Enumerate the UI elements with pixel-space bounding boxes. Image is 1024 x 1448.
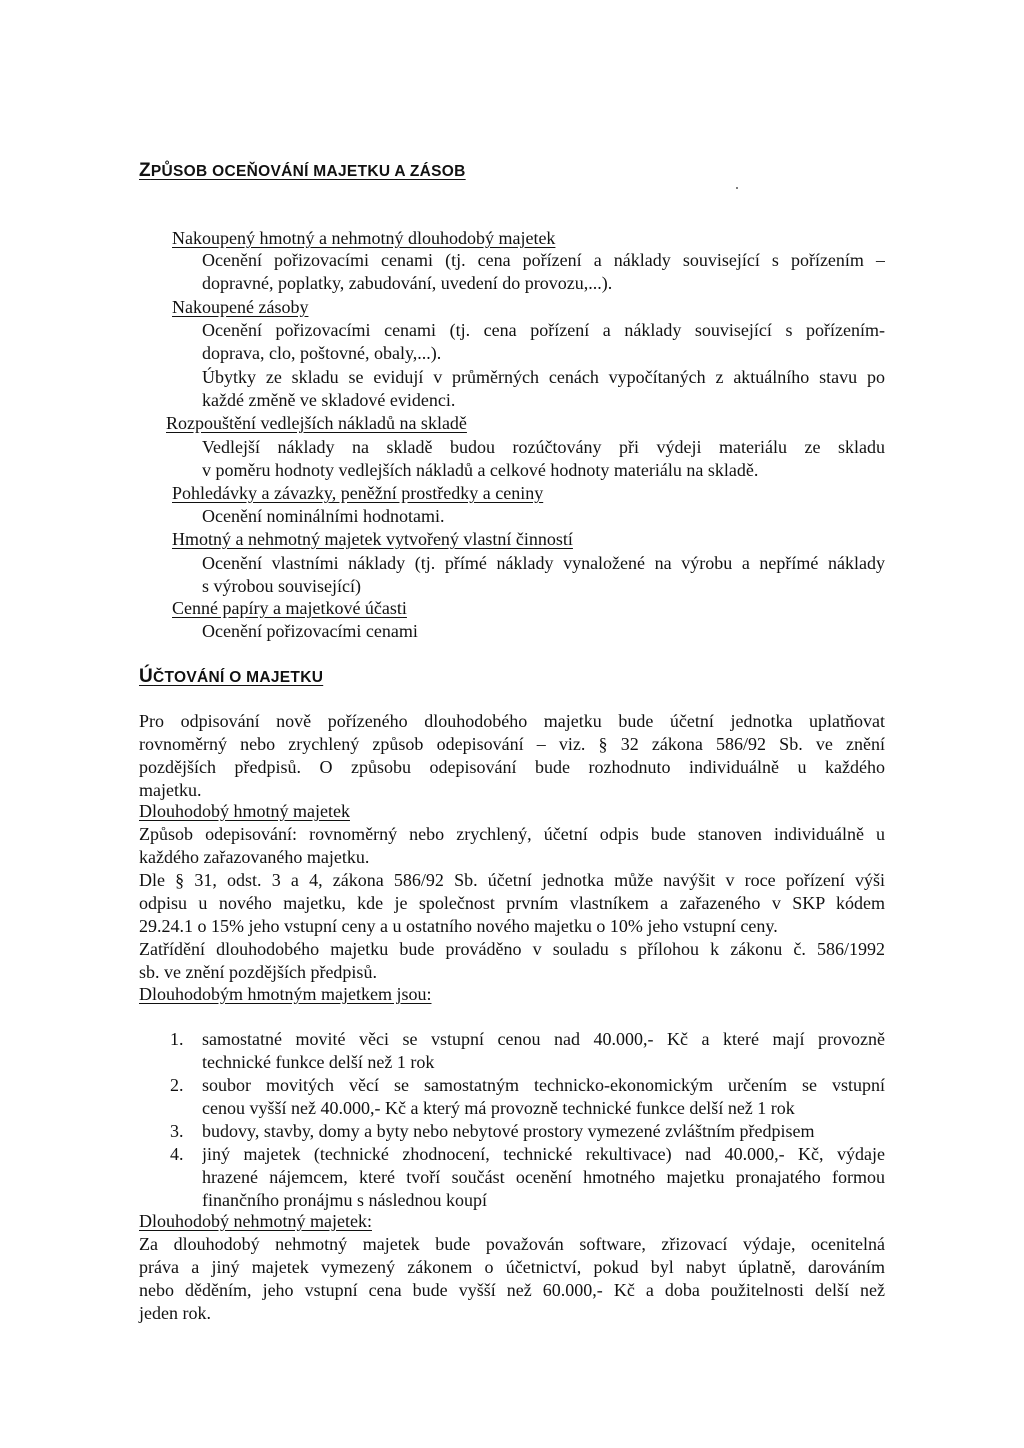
- paragraph-line: Ocenění vlastními náklady (tj. přímé náklady vynaložené na výrobu a nepřímé náklady: [202, 553, 885, 573]
- scan-speck: [736, 187, 738, 189]
- list-number: 4.: [170, 1144, 184, 1164]
- paragraph-line: majetku.: [139, 780, 202, 800]
- section-title-accounting: [139, 666, 323, 689]
- list-item-line: finančního pronájmu s následnou koupí: [202, 1190, 487, 1210]
- paragraph-line: odpisu u nového majetku, kde je společnost prvním vlastníkem a zařazeného v SKP kódem: [139, 893, 885, 913]
- paragraph-line: Ocenění pořizovacími cenami (tj. cena pořízení a náklady související s pořízením –: [202, 250, 885, 270]
- list-item-line: cenou vyšší než 40.000,- Kč a který má provozně technické funkce delší než 1 rok: [202, 1098, 795, 1118]
- list-item-line: technické funkce delší než 1 rok: [202, 1052, 435, 1072]
- title-rest: ČTOVÁNÍ O MAJETKU: [153, 669, 324, 686]
- list-number: 2.: [170, 1075, 184, 1095]
- paragraph-line: každé změně ve skladové evidenci.: [202, 390, 456, 410]
- paragraph-line: v poměru hodnoty vedlejších nákladů a celkové hodnoty materiálu na skladě.: [202, 460, 759, 480]
- title-initial: Z: [139, 160, 151, 181]
- paragraph-line: dopravné, poplatky, zabudování, uvedení do provozu,...).: [202, 273, 613, 293]
- paragraph-line: jeden rok.: [139, 1303, 211, 1323]
- title-initial: Ú: [139, 666, 154, 687]
- paragraph-line: každého zařazovaného majetku.: [139, 847, 370, 867]
- paragraph-line: Dle § 31, odst. 3 a 4, zákona 586/92 Sb. účetní jednotka může navýšit v roce pořízení výši: [139, 870, 885, 890]
- list-item-line: soubor movitých věcí se samostatným technicko-ekonomickým určením se vstupní: [202, 1075, 885, 1095]
- list-item-line: budovy, stavby, domy a byty nebo nebytové prostory vymezené zvláštním předpisem: [202, 1121, 815, 1141]
- heading-purchased-assets: Nakoupený hmotný a nehmotný dlouhodobý majetek: [172, 228, 556, 248]
- heading-purchased-stock: Nakoupené zásoby: [172, 297, 309, 317]
- list-item-line: hrazené nájemcem, které tvoří součást ocenění hmotného majetku pronajatého formou: [202, 1167, 885, 1187]
- paragraph-line: s výrobou související): [202, 576, 361, 596]
- paragraph-line: Způsob odepisování: rovnoměrný nebo zrychlený, účetní odpis bude stanoven individuálně u: [139, 824, 885, 844]
- paragraph-line: pozdějších předpisů. O způsobu odepisování bude rozhodnuto individuálně u každého: [139, 757, 885, 777]
- paragraph-line: Pro odpisování nově pořízeného dlouhodobého majetku bude účetní jednotka uplatňovat: [139, 711, 885, 731]
- paragraph-line: Ocenění pořizovacími cenami (tj. cena pořízení a náklady související s pořízením-: [202, 320, 885, 340]
- section-title-valuation: [139, 160, 466, 183]
- heading-tangible-list: Dlouhodobým hmotným majetkem jsou:: [139, 984, 432, 1004]
- paragraph-line: Ocenění nominálními hodnotami.: [202, 506, 445, 526]
- list-item-line: samostatné movité věci se vstupní cenou nad 40.000,- Kč a které mají provozně: [202, 1029, 885, 1049]
- list-number: 3.: [170, 1121, 184, 1141]
- paragraph-line: práva a jiný majetek vymezený zákonem o účetnictví, pokud byl nabyt úplatně, darováním: [139, 1257, 885, 1277]
- title-rest: PŮSOB OCEŇOVÁNÍ MAJETKU A ZÁSOB: [150, 163, 466, 180]
- paragraph-line: Ocenění pořizovacími cenami: [202, 621, 418, 641]
- paragraph-line: nebo děděním, jeho vstupní cena bude vyšší než 60.000,- Kč a doba použitelnosti delší než: [139, 1280, 885, 1300]
- paragraph-line: sb. ve znění pozdějších předpisů.: [139, 962, 377, 982]
- paragraph-line: Zatřídění dlouhodobého majetku bude prováděno v souladu s přílohou k zákonu č. 586/1992: [139, 939, 885, 959]
- paragraph-line: Vedlejší náklady na skladě budou rozúčtovány při výdeji materiálu ze skladu: [202, 437, 885, 457]
- heading-receivables: Pohledávky a závazky, peněžní prostředky a ceniny: [172, 483, 544, 503]
- paragraph-line: doprava, clo, poštovné, obaly,...).: [202, 343, 442, 363]
- heading-side-costs: Rozpouštění vedlejších nákladů na skladě: [166, 413, 467, 433]
- heading-securities: Cenné papíry a majetkové účasti: [172, 598, 407, 618]
- heading-own-assets: Hmotný a nehmotný majetek vytvořený vlastní činností: [172, 529, 573, 549]
- heading-tangible-assets: Dlouhodobý hmotný majetek: [139, 801, 350, 821]
- list-number: 1.: [170, 1029, 184, 1049]
- paragraph-line: 29.24.1 o 15% jeho vstupní ceny a u ostatního nového majetku o 10% jeho vstupní ceny.: [139, 916, 778, 936]
- paragraph-line: Úbytky ze skladu se evidují v průměrných cenách vypočítaných z aktuálního stavu po: [202, 367, 885, 387]
- heading-intangible-assets: Dlouhodobý nehmotný majetek:: [139, 1211, 372, 1231]
- paragraph-line: Za dlouhodobý nehmotný majetek bude považován software, zřizovací výdaje, ocenitelná: [139, 1234, 885, 1254]
- list-item-line: jiný majetek (technické zhodnocení, technické rekultivace) nad 40.000,- Kč, výdaje: [202, 1144, 885, 1164]
- paragraph-line: rovnoměrný nebo zrychlený způsob odepisování – viz. § 32 zákona 586/92 Sb. ve znění: [139, 734, 885, 754]
